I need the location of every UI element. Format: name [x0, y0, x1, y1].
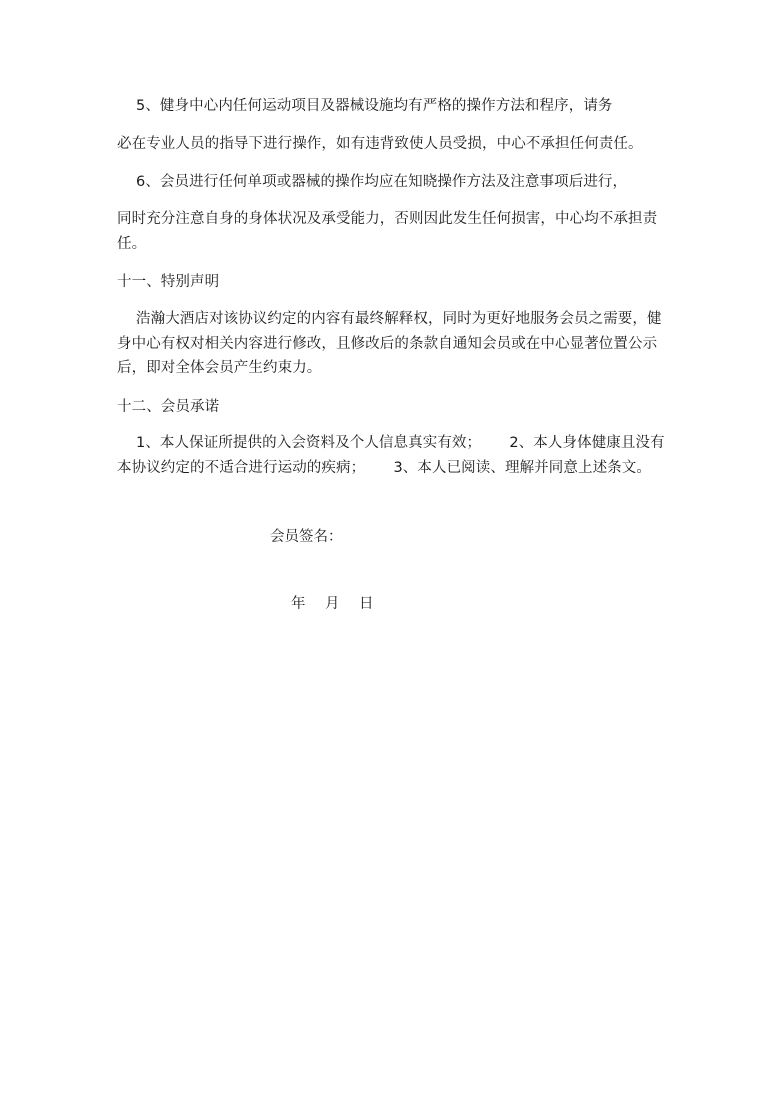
section12-line2: 本协议约定的不适合进行运动的疾病； 3、本人已阅读、理解并同意上述条文。: [117, 460, 651, 476]
item6-line2: 同时充分注意自身的身体状况及承受能力，否则因此发生任何损害，中心均不承担责: [117, 211, 658, 227]
section11-heading: 十一、特别声明: [117, 274, 220, 290]
date-day: 日: [359, 596, 374, 612]
section11-line3: 后，即对全体会员产生约束力。: [117, 360, 322, 376]
section11-line1: 浩瀚大酒店对该协议约定的内容有最终解释权，同时为更好地服务会员之需要，健: [136, 311, 662, 327]
section12-line1: 1、本人保证所提供的入会资料及个人信息真实有效； 2、本人身体健康且没有: [136, 435, 665, 451]
item6-line3: 任。: [117, 236, 147, 252]
section11-line2: 身中心有权对相关内容进行修改，且修改后的条款自通知会员或在中心显著位置公示: [117, 336, 658, 352]
date-month: 月: [325, 596, 340, 612]
item5-line2: 必在专业人员的指导下进行操作，如有违背致使人员受损，中心不承担任何责任。: [117, 136, 643, 152]
date-year: 年: [291, 596, 306, 612]
item6-line1: 6、会员进行任何单项或器械的操作均应在知晓操作方法及注意事项后进行，: [136, 174, 628, 190]
member-signature-label: 会员签名：: [270, 529, 343, 545]
item5-line1: 5、健身中心内任何运动项目及器械设施均有严格的操作方法和程序，请务: [136, 98, 613, 114]
signature-date: [291, 594, 393, 614]
section12-heading: 十二、会员承诺: [117, 399, 220, 415]
